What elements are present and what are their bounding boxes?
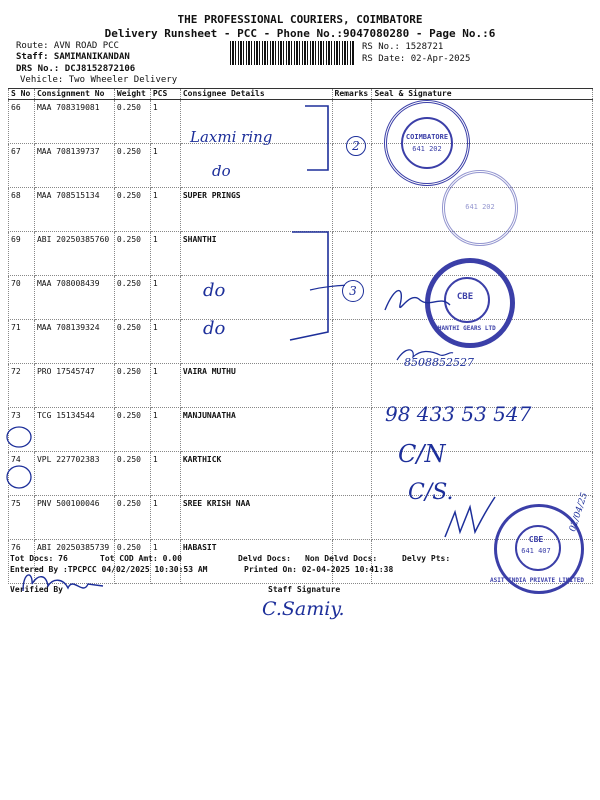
stamp-1-pin: 641 202 [412,145,442,153]
cell-sno: 71 [9,320,35,364]
cell-remarks [332,496,372,540]
cell-pcs: 1 [150,232,180,276]
runsheet-subtitle: Delivery Runsheet - PCC - Phone No.:9047080280 - Page No.:6 [104,27,496,40]
cell-pcs: 1 [150,144,180,188]
cell-consignment: ABI 20250385760 [34,232,114,276]
cell-consignee: VAIRA MUTHU [180,364,332,408]
barcode [230,41,355,65]
hw-date: 02/04/25 [568,491,591,534]
sno-circles [5,425,35,495]
cell-seal [372,364,593,408]
stamp-4-text: ASIT INDIA PRIVATE LIMITED [490,577,584,584]
cell-consignee: MANJUNAATHA [180,408,332,452]
hw-do-1: do [212,162,231,180]
table-header-row [9,89,593,100]
cell-pcs: 1 [150,320,180,364]
cell-weight: 0.250 [114,320,150,364]
route-label: Route: AVN ROAD PCC [16,41,119,51]
courier-stamp [384,100,470,186]
company-title: THE PROFESSIONAL COURIERS, COIMBATORE [177,13,423,26]
hw-phone-2: 98 433 53 547 [385,402,532,426]
stamp-4-pin: 641 407 [521,547,551,555]
cell-weight: 0.250 [114,188,150,232]
col-remarks: Remarks [332,89,372,100]
delvd-docs: Delvd Docs: [238,554,291,563]
staff-signature-label: Staff Signature [268,585,341,594]
col-consignment: Consignment No [34,89,114,100]
vehicle-label: Vehicle: Two Wheeler Delivery [20,75,178,85]
stamp-3-text: SHANTHI GEARS LTD [434,325,496,332]
hasit-stamp [490,504,584,594]
hw-do-2: do [203,280,226,301]
hw-laxmi: Laxmi ring [190,128,273,146]
cell-sno: 76 [9,540,35,584]
staff-signature: C.Samiy. [262,598,345,620]
hw-cs: C/S. [408,480,454,505]
cell-sno: 66 [9,100,35,144]
stamp-1-city: COIMBATORE [405,133,449,141]
signature-row-76 [440,492,500,547]
cell-sno: 75 [9,496,35,540]
col-seal: Seal & Signature [372,89,593,100]
cell-weight: 0.250 [114,496,150,540]
drs-number [16,64,135,74]
non-delvd-docs: Non Delvd Docs: [305,554,378,563]
cell-pcs: 1 [150,540,180,584]
col-pcs: PCS [150,89,180,100]
cell-sno: 74 [9,452,35,496]
tot-cod: Tot COD Amt: 0.00 [100,554,182,563]
cell-remarks [332,364,372,408]
hw-circle-2: 2 [346,136,366,156]
table-row [9,452,593,496]
tot-docs: Tot Docs: 76 [10,554,68,563]
cell-pcs: 1 [150,496,180,540]
staff-label: Staff: SAMIMANIKANDAN [16,52,130,62]
col-weight: Weight [114,89,150,100]
stamp-4-center: CBE [528,535,544,544]
cell-weight: 0.250 [114,276,150,320]
col-consignee: Consignee Details [180,89,332,100]
cell-consignee: SUPER PRINGS [180,188,332,232]
drs-value: DCJ8152872106 [64,64,136,74]
cell-consignee: KARTHICK [180,452,332,496]
cell-sno: 73 [9,408,35,452]
cell-consignment: MAA 708139324 [34,320,114,364]
rs-date: RS Date: 02-Apr-2025 [362,54,471,64]
col-sno: S No [9,89,35,100]
hw-circle-3: 3 [342,280,364,302]
cell-consignment: ABI 20250385739 [34,540,114,584]
stamp-2-pin: 641 202 [465,203,495,211]
cell-weight: 0.250 [114,232,150,276]
cell-consignee: SHANTHI [180,232,332,276]
rs-number: RS No.: 1528721 [362,42,444,52]
cell-sno: 70 [9,276,35,320]
cell-consignee: HABASIT [180,540,332,584]
hw-cin: C/N [398,440,446,468]
stamp-3-center: CBE [456,292,474,302]
cell-consignment: VPL 227702383 [34,452,114,496]
cell-weight: 0.250 [114,100,150,144]
table-row [9,364,593,408]
cell-pcs: 1 [150,452,180,496]
cell-sno: 68 [9,188,35,232]
cell-sno: 67 [9,144,35,188]
drs-label: DRS No.: [16,64,60,74]
delvy-pts: Delvy Pts: [402,554,451,563]
cell-sno: 72 [9,364,35,408]
printed-on: Printed On: 02-04-2025 10:41:38 [244,565,394,574]
cell-pcs: 1 [150,364,180,408]
verifier-signature [18,566,108,601]
cell-sno: 69 [9,232,35,276]
signature-row-70 [380,280,510,330]
cell-consignment: MAA 708515134 [34,188,114,232]
cell-consignment: PNV 500100046 [34,496,114,540]
hw-phone-1: 8508852527 [404,356,474,369]
courier-stamp-faint [442,170,518,246]
cell-consignment: MAA 708139737 [34,144,114,188]
cell-pcs: 1 [150,188,180,232]
cell-weight: 0.250 [114,452,150,496]
cell-pcs: 1 [150,100,180,144]
cell-weight: 0.250 [114,408,150,452]
cell-weight: 0.250 [114,364,150,408]
cell-consignment: TCG 15134544 [34,408,114,452]
cell-weight: 0.250 [114,144,150,188]
verified-by: Verified By [10,585,63,594]
signature-row-72 [395,345,455,365]
cell-remarks [332,452,372,496]
cell-remarks [332,408,372,452]
cell-consignment: MAA 708008439 [34,276,114,320]
cell-pcs: 1 [150,276,180,320]
entered-by: Entered By :TPCPCC 04/02/2025 10:30:53 AM [10,565,208,574]
cell-consignee: SREE KRISH NAA [180,496,332,540]
cell-pcs: 1 [150,408,180,452]
hw-do-3: do [203,318,226,339]
bracket-marks [180,100,345,350]
cell-weight: 0.250 [114,540,150,584]
cell-consignment: PRO 17545747 [34,364,114,408]
cell-consignment: MAA 708319081 [34,100,114,144]
